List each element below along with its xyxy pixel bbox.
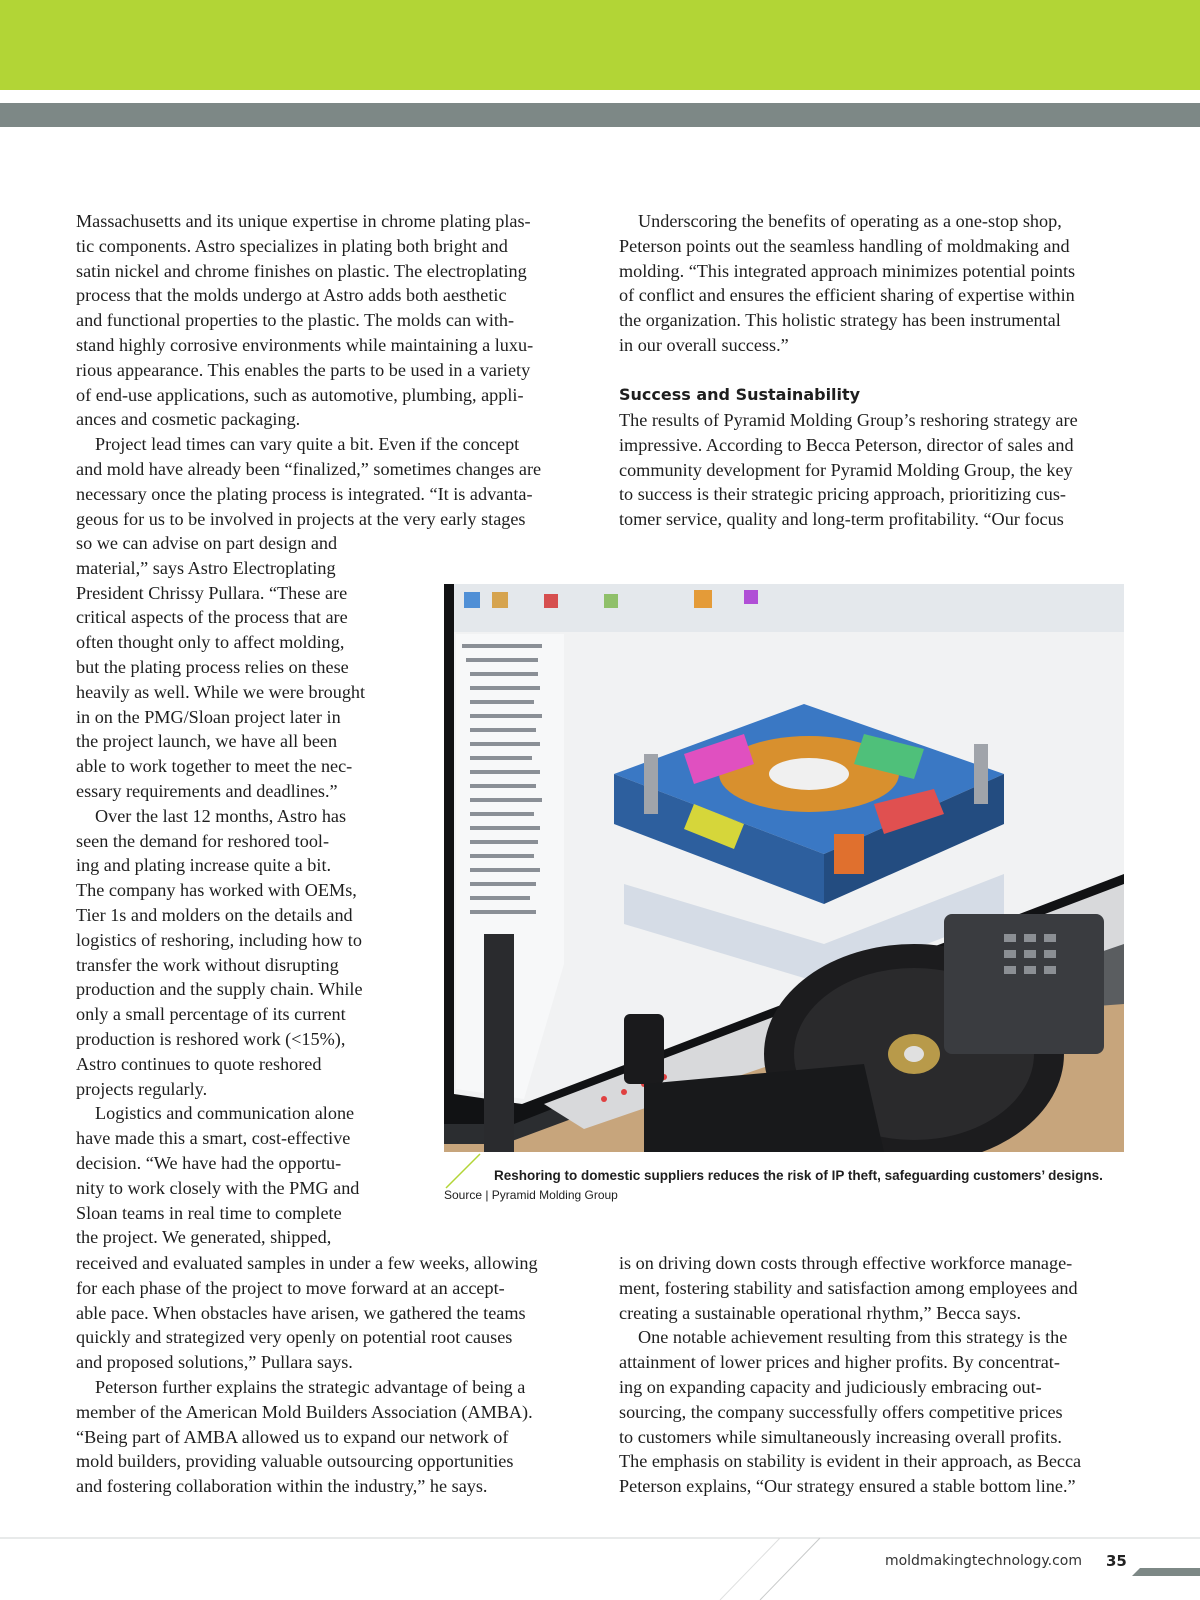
text-line: Peterson explains, “Our strategy ensured a stable bottom line.” <box>619 1476 1076 1497</box>
text-line: able pace. When obstacles have arisen, we gathered the teams <box>76 1302 526 1323</box>
text-line: satin nickel and chrome finishes on plastic. The electroplating <box>76 260 527 281</box>
text-line: in our overall success.” <box>619 334 789 355</box>
text-line: able to work together to meet the nec- <box>76 756 353 777</box>
text-line: Massachusetts and its unique expertise in chrome plating plas- <box>76 211 531 231</box>
text-line: material,” says Astro Electroplating <box>76 557 336 578</box>
text-line: for each phase of the project to move forward at an accept- <box>76 1277 505 1298</box>
text-line: Over the last 12 months, Astro has <box>95 805 347 826</box>
footer-url: moldmakingtechnology.com <box>884 1553 1082 1569</box>
text-line: rious appearance. This enables the parts to be used in a variety <box>76 359 531 380</box>
header-accent-bar <box>0 0 1200 90</box>
text-line: and proposed solutions,” Pullara says. <box>76 1352 353 1373</box>
figure-caption-block <box>444 1168 1144 1202</box>
text-line: and fostering collaboration within the industry,” he says. <box>76 1476 488 1497</box>
text-line: to customers while simultaneously increasing overall profits. <box>619 1426 1062 1447</box>
text-line: decision. “We have had the opportu- <box>76 1152 342 1173</box>
text-line: mold builders, providing valuable outsourcing opportunities <box>76 1451 514 1472</box>
figure-caption: Reshoring to domestic suppliers reduces the risk of IP theft, safeguarding customers’ designs. <box>494 1168 1103 1183</box>
cad-monitor-illustration <box>444 584 1124 1152</box>
text-line: the organization. This holistic strategy has been instrumental <box>619 310 1061 331</box>
text-line: projects regularly. <box>76 1078 208 1099</box>
text-line: President Chrissy Pullara. “These are <box>76 582 348 603</box>
text-line: to success is their strategic pricing approach, prioritizing cus- <box>619 484 1066 505</box>
figure-source: Source | Pyramid Molding Group <box>444 1188 618 1202</box>
text-line: tic components. Astro specializes in plating both bright and <box>76 235 508 256</box>
text-line: molding. “This integrated approach minimizes potential points <box>619 260 1076 281</box>
text-line: production is reshored work (<15%), <box>76 1028 346 1049</box>
text-line: ing on expanding capacity and judiciously embracing out- <box>619 1376 1042 1397</box>
text-line: critical aspects of the process that are <box>76 607 348 628</box>
right-column-mid <box>619 408 1078 532</box>
text-line: geous for us to be involved in projects at the very early stages <box>76 508 526 529</box>
text-line: Tier 1s and molders on the details and <box>76 904 353 925</box>
text-line: the project launch, we have all been <box>76 731 338 752</box>
text-line: is on driving down costs through effective workforce manage- <box>619 1253 1073 1273</box>
text-line: logistics of reshoring, including how to <box>76 929 362 950</box>
text-line: The emphasis on stability is evident in their approach, as Becca <box>619 1451 1082 1472</box>
page-number: 35 <box>1106 1552 1127 1570</box>
text-line: Peterson further explains the strategic advantage of being a <box>95 1376 526 1397</box>
text-line: production and the supply chain. While <box>76 979 363 1000</box>
text-line: have made this a smart, cost-effective <box>76 1128 351 1149</box>
text-line: in on the PMG/Sloan project later in <box>76 706 341 727</box>
text-line: and mold have already been “finalized,” sometimes changes are <box>76 458 542 479</box>
text-line: Peterson points out the seamless handling of moldmaking and <box>619 235 1070 256</box>
text-line: process that the molds undergo at Astro adds both aesthetic <box>76 285 507 306</box>
text-line: the project. We generated, shipped, <box>76 1227 332 1248</box>
right-column-top <box>619 209 1075 358</box>
text-line: The results of Pyramid Molding Group’s reshoring strategy are <box>619 410 1078 430</box>
text-line: creating a sustainable operational rhythm,” Becca says. <box>619 1302 1021 1323</box>
text-line: community development for Pyramid Molding Group, the key <box>619 459 1073 480</box>
text-line: The company has worked with OEMs, <box>76 880 357 901</box>
left-column-top <box>76 209 541 531</box>
text-line: so we can advise on part design and <box>76 533 338 553</box>
text-line: but the plating process relies on these <box>76 656 349 677</box>
text-line: “Being part of AMBA allowed us to expand our network of <box>76 1426 509 1447</box>
text-line: impressive. According to Becca Peterson, director of sales and <box>619 434 1074 455</box>
text-line: essary requirements and deadlines.” <box>76 780 338 801</box>
text-line: received and evaluated samples in under a few weeks, allowing <box>76 1253 538 1273</box>
text-line: ing and plating increase quite a bit. <box>76 855 332 876</box>
section-heading: Success and Sustainability <box>619 385 861 404</box>
text-line: ment, fostering stability and satisfaction among employees and <box>619 1277 1078 1298</box>
header-gray-band <box>0 103 1200 127</box>
text-line: One notable achievement resulting from this strategy is the <box>638 1327 1068 1348</box>
left-column-narrow <box>76 531 365 1250</box>
text-line: ances and cosmetic packaging. <box>76 409 301 430</box>
text-line: nity to work closely with the PMG and <box>76 1177 360 1198</box>
text-line: necessary once the plating process is integrated. “It is advanta- <box>76 483 533 504</box>
text-line: Astro continues to quote reshored <box>76 1053 322 1074</box>
text-line: often thought only to affect molding, <box>76 632 345 653</box>
text-line: of end-use applications, such as automotive, plumbing, appli- <box>76 384 524 405</box>
text-line: and functional properties to the plastic. The molds can with- <box>76 310 515 331</box>
left-column-bottom <box>76 1251 538 1499</box>
text-line: sourcing, the company successfully offers competitive prices <box>619 1401 1063 1422</box>
text-line: Project lead times can vary quite a bit. Even if the concept <box>95 434 520 455</box>
text-line: transfer the work without disrupting <box>76 954 339 975</box>
text-line: of conflict and ensures the efficient sharing of expertise within <box>619 285 1075 306</box>
text-line: tomer service, quality and long-term profitability. “Our focus <box>619 509 1064 530</box>
text-line: Underscoring the benefits of operating as a one-stop shop, <box>638 211 1062 231</box>
text-line: member of the American Mold Builders Association (AMBA). <box>76 1401 533 1422</box>
text-line: seen the demand for reshored tool- <box>76 830 330 851</box>
article-photo <box>444 584 1124 1152</box>
text-line: stand highly corrosive environments while maintaining a luxu- <box>76 334 534 355</box>
text-line: only a small percentage of its current <box>76 1004 346 1025</box>
text-line: Sloan teams in real time to complete <box>76 1202 342 1223</box>
right-column-bottom <box>619 1251 1081 1499</box>
text-line: Logistics and communication alone <box>95 1103 355 1124</box>
text-line: quickly and strategized very openly on potential root causes <box>76 1327 513 1348</box>
text-line: attainment of lower prices and higher profits. By concentrat- <box>619 1352 1060 1373</box>
text-line: heavily as well. While we were brought <box>76 681 366 702</box>
